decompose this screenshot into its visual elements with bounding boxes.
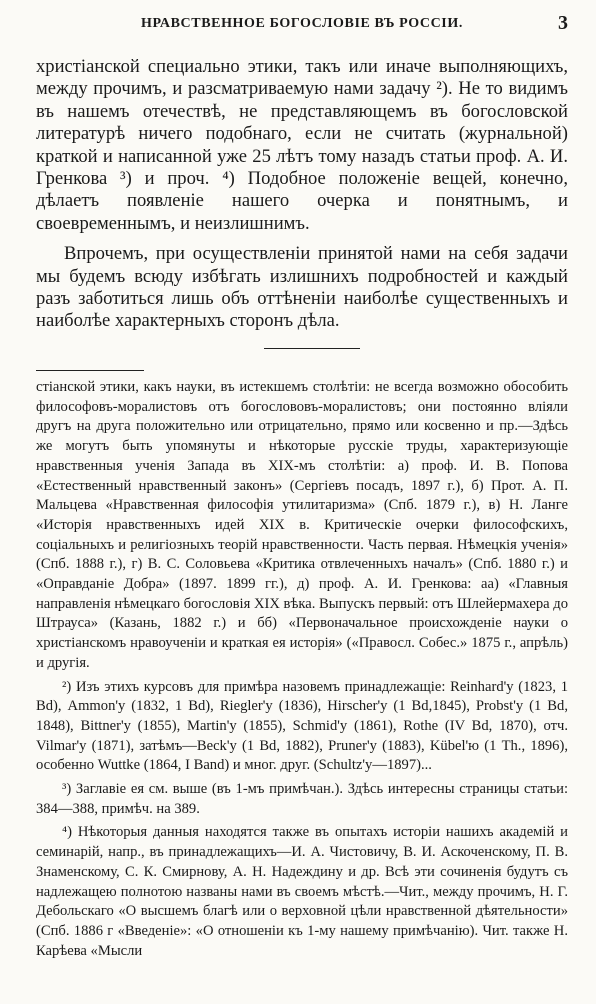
- footnotes: [36, 378, 568, 961]
- running-title: НРАВСТВЕННОЕ БОГОСЛОВІЕ ВЪ РОССІИ.: [141, 16, 463, 31]
- page-number: 3: [558, 12, 568, 34]
- main-paragraph: христіанской специально этики, такъ или иначе выполняющихъ, между прочимъ, и разсматриваемую нами задачу ²). Не то видимъ въ нашемъ отечествѣ, не представляющемъ въ богословской литературѣ ничего подобнаго, если не считать (журнальной) краткой и написанной уже 25 лѣтъ тому назадъ статьи проф. А. И. Гренкова ³) и проч. ⁴) Подобное положеніе вещей, конечно, дѣлаетъ появленіе нашего очерка и понятнымъ, и своевременнымъ, и неизлишнимъ.: [36, 56, 568, 234]
- main-text: [36, 56, 568, 333]
- main-paragraph: Впрочемъ, при осуществленіи принятой нами на себя задачи мы будемъ всюду избѣгать излишнихъ подробностей и каждый разъ заботиться лишь объ оттѣненіи наиболѣе существенныхъ и наиболѣе характерныхъ сторонъ дѣла.: [36, 243, 568, 332]
- footnote-continuation: стіанской этики, какъ науки, въ истекшемъ столѣтіи: не всегда возможно обособить философовъ-моралистовъ отъ богослововъ-моралистовъ; они постоянно вліяли другъ на друга положительно или отрицательно, прямо или косвенно и пр.—Здѣсь же могутъ быть упомянуты и нѣкоторые русскіе труды, характеризующіе нравственныя ученія Запада въ XIX-мъ столѣтіи: а) проф. И. В. Попова «Естественный нравственный законъ» (Сергіевъ посадъ, 1897 г.), б) Прот. А. П. Мальцева «Нравственная философія утилитаризма» (Спб. 1879 г.), в) Н. Ланге «Исторія нравственныхъ идей XIX в. Критическіе очерки философскихъ, соціальныхъ и религіозныхъ теорій нравственности. Часть первая. Нѣмецкія ученія» (Спб. 1888 г.), г) В. С. Соловьева «Критика отвлеченныхъ началъ» (Спб. 1880 г.) и «Оправданіе Добра» (1897. 1899 гг.), д) проф. А. И. Гренкова: аа) «Главныя направленія нѣмецкаго богословія XIX вѣка. Выпускъ первый: отъ Шлейермахера до Штрауса» (Казань, 1882 г.) и бб) «Первоначальное происхожденіе науки о христіанскомъ нравоученіи и краткая ея исторія» («Правосл. Собес.» 1875 г., апрѣль) и другія.: [36, 379, 568, 671]
- footnote-3: ³) Заглавіе ея см. выше (въ 1-мъ примѣчан.). Здѣсь интересны страницы статьи: 384—388, примѣч. на 389.: [36, 781, 568, 817]
- footnote-rule: [36, 370, 144, 371]
- section-divider: [264, 348, 360, 349]
- footnote-2: ²) Изъ этихъ курсовъ для примѣра назовемъ принадлежащіе: Reinhard'у (1823, 1 Bd), Ammon'у (1832, 1 Bd), Riegler'у (1836), Hirscher'у (1 Bd,1845), Probst'у (1 Bd, 1848), Bittner'у (1855), Martin'у (1855), Schmid'у (1861), Rothe (IV Bd, 1870), отч. Vilmar'у (1871), затѣмъ—Beck'у (1 Bd, 1882), Pruner'у (1883), Kübel'ю (1 Th., 1896), особенно Wuttke (1864, I Band) и мног. друг. (Schultz'у—1897)...: [36, 678, 568, 774]
- footnote-4: ⁴) Нѣкоторыя данныя находятся также въ опытахъ исторіи нашихъ академій и семинарій, напр., въ принадлежащихъ—И. А. Чистовичу, В. И. Аскоченскому, П. В. Знаменскому, С. К. Смирнову, А. Н. Надеждину и др. Всѣ эти сочиненія будутъ съ надлежащею полнотою названы нами въ своемъ мѣстѣ.—Чит., между прочимъ, Н. Г. Дебольскаго «О высшемъ благѣ или о верховной цѣли нравственной дѣятельности» (Спб. 1886 г «Введеніе»: «О отношеніи къ 1-му нашему примѣчанію). Чит. также Н. Карѣева «Мысли: [36, 824, 568, 959]
- page-header: [36, 12, 568, 40]
